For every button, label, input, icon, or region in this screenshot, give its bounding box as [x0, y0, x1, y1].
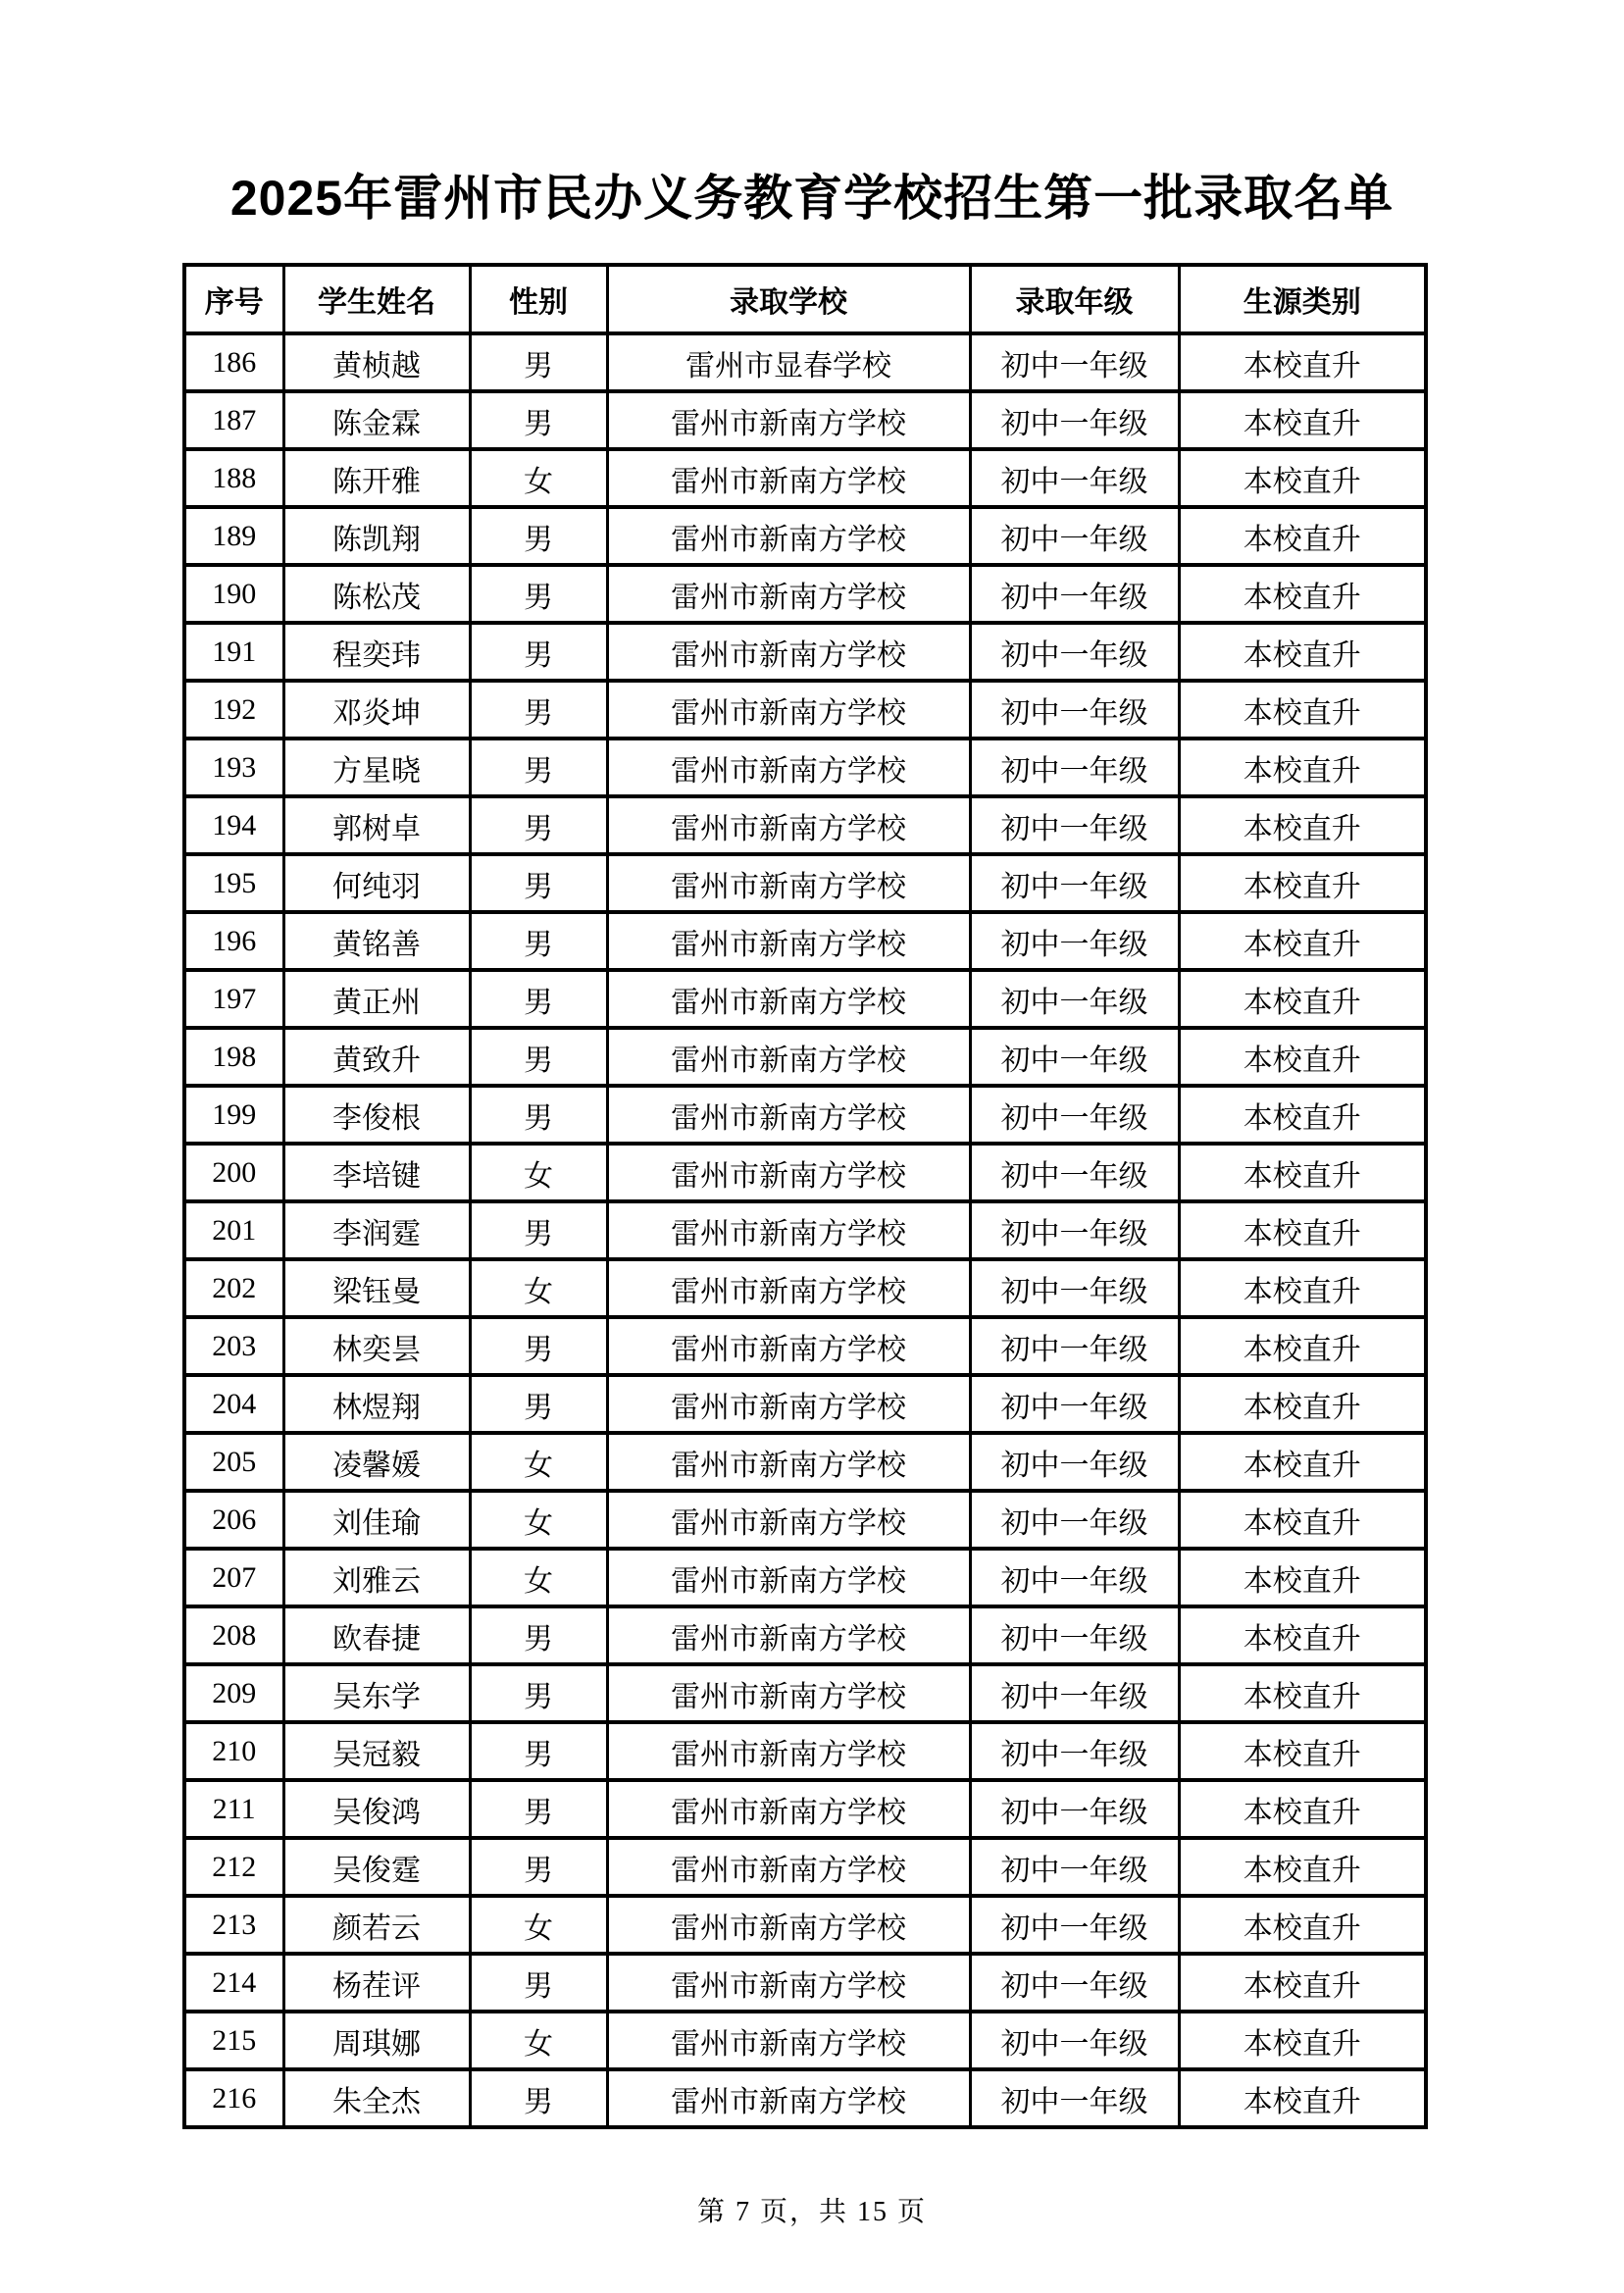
- table-row: [184, 1201, 1426, 1259]
- table-cell: 男: [470, 391, 607, 449]
- table-cell: 周琪娜: [283, 2012, 470, 2069]
- table-cell: 208: [184, 1606, 283, 1664]
- table-cell: 初中一年级: [970, 1086, 1179, 1144]
- table-cell: 梁钰曼: [283, 1259, 470, 1317]
- table-cell: 杨茬评: [283, 1954, 470, 2012]
- table-cell: 本校直升: [1179, 854, 1426, 912]
- table-cell: 郭树卓: [283, 796, 470, 854]
- table-cell: 初中一年级: [970, 970, 1179, 1028]
- table-cell: 雷州市新南方学校: [607, 1838, 970, 1896]
- table-cell: 何纯羽: [283, 854, 470, 912]
- table-cell: 初中一年级: [970, 1433, 1179, 1491]
- table-cell: 男: [470, 739, 607, 796]
- table-cell: 女: [470, 1491, 607, 1549]
- table-cell: 雷州市新南方学校: [607, 681, 970, 739]
- table-cell: 210: [184, 1722, 283, 1780]
- table-cell: 李培键: [283, 1144, 470, 1201]
- table-cell: 190: [184, 565, 283, 623]
- table-cell: 雷州市新南方学校: [607, 1606, 970, 1664]
- table-row: [184, 1954, 1426, 2012]
- table-cell: 男: [470, 1375, 607, 1433]
- table-cell: 209: [184, 1664, 283, 1722]
- table-cell: 本校直升: [1179, 681, 1426, 739]
- table-cell: 本校直升: [1179, 1028, 1426, 1086]
- table-cell: 吴冠毅: [283, 1722, 470, 1780]
- table-cell: 本校直升: [1179, 507, 1426, 565]
- table-cell: 雷州市显春学校: [607, 333, 970, 391]
- table-cell: 陈凯翔: [283, 507, 470, 565]
- table-row: [184, 1086, 1426, 1144]
- table-cell: 本校直升: [1179, 1722, 1426, 1780]
- table-cell: 男: [470, 796, 607, 854]
- table-cell: 雷州市新南方学校: [607, 623, 970, 681]
- table-cell: 初中一年级: [970, 796, 1179, 854]
- table-cell: 男: [470, 1780, 607, 1838]
- table-cell: 207: [184, 1549, 283, 1606]
- table-cell: 男: [470, 2069, 607, 2127]
- table-cell: 本校直升: [1179, 970, 1426, 1028]
- table-cell: 雷州市新南方学校: [607, 391, 970, 449]
- table-cell: 林煜翔: [283, 1375, 470, 1433]
- table-cell: 本校直升: [1179, 739, 1426, 796]
- table-row: [184, 1606, 1426, 1664]
- table-row: [184, 391, 1426, 449]
- table-cell: 初中一年级: [970, 333, 1179, 391]
- table-cell: 215: [184, 2012, 283, 2069]
- table-cell: 187: [184, 391, 283, 449]
- table-cell: 雷州市新南方学校: [607, 1433, 970, 1491]
- table-cell: 吴俊鸿: [283, 1780, 470, 1838]
- table-cell: 女: [470, 2012, 607, 2069]
- column-header-source-category: 生源类别: [1179, 265, 1426, 333]
- table-row: [184, 2069, 1426, 2127]
- table-cell: 197: [184, 970, 283, 1028]
- table-cell: 本校直升: [1179, 333, 1426, 391]
- table-cell: 陈松茂: [283, 565, 470, 623]
- table-cell: 初中一年级: [970, 1954, 1179, 2012]
- table-cell: 雷州市新南方学校: [607, 1259, 970, 1317]
- table-row: [184, 623, 1426, 681]
- table-cell: 初中一年级: [970, 854, 1179, 912]
- table-cell: 本校直升: [1179, 565, 1426, 623]
- table-cell: 欧春捷: [283, 1606, 470, 1664]
- column-header-gender: 性别: [470, 265, 607, 333]
- table-cell: 雷州市新南方学校: [607, 1549, 970, 1606]
- table-cell: 雷州市新南方学校: [607, 1144, 970, 1201]
- table-cell: 女: [470, 1433, 607, 1491]
- table-cell: 初中一年级: [970, 1028, 1179, 1086]
- table-cell: 本校直升: [1179, 1086, 1426, 1144]
- table-cell: 初中一年级: [970, 739, 1179, 796]
- table-cell: 初中一年级: [970, 1606, 1179, 1664]
- table-cell: 213: [184, 1896, 283, 1954]
- table-cell: 雷州市新南方学校: [607, 1317, 970, 1375]
- column-header-admitted-school: 录取学校: [607, 265, 970, 333]
- table-cell: 本校直升: [1179, 1317, 1426, 1375]
- table-cell: 男: [470, 1722, 607, 1780]
- table-cell: 雷州市新南方学校: [607, 449, 970, 507]
- table-row: [184, 507, 1426, 565]
- table-row: [184, 912, 1426, 970]
- table-cell: 194: [184, 796, 283, 854]
- table-cell: 黄铭善: [283, 912, 470, 970]
- table-cell: 初中一年级: [970, 1317, 1179, 1375]
- table-cell: 方星晓: [283, 739, 470, 796]
- table-cell: 本校直升: [1179, 2069, 1426, 2127]
- table-cell: 初中一年级: [970, 507, 1179, 565]
- table-cell: 雷州市新南方学校: [607, 970, 970, 1028]
- table-row: [184, 1664, 1426, 1722]
- table-cell: 初中一年级: [970, 1491, 1179, 1549]
- table-cell: 程奕玮: [283, 623, 470, 681]
- table-cell: 雷州市新南方学校: [607, 1375, 970, 1433]
- table-cell: 198: [184, 1028, 283, 1086]
- table-cell: 雷州市新南方学校: [607, 1722, 970, 1780]
- table-cell: 初中一年级: [970, 391, 1179, 449]
- table-row: [184, 1549, 1426, 1606]
- table-cell: 初中一年级: [970, 1780, 1179, 1838]
- table-cell: 雷州市新南方学校: [607, 1896, 970, 1954]
- table-cell: 本校直升: [1179, 1896, 1426, 1954]
- table-row: [184, 1317, 1426, 1375]
- table-cell: 本校直升: [1179, 1780, 1426, 1838]
- table-cell: 雷州市新南方学校: [607, 2012, 970, 2069]
- table-cell: 雷州市新南方学校: [607, 565, 970, 623]
- table-row: [184, 1722, 1426, 1780]
- page-number: 第 7 页，共 15 页: [696, 2197, 927, 2227]
- table-row: [184, 1144, 1426, 1201]
- table-cell: 雷州市新南方学校: [607, 1664, 970, 1722]
- table-cell: 雷州市新南方学校: [607, 1491, 970, 1549]
- table-cell: 男: [470, 1317, 607, 1375]
- table-cell: 女: [470, 1259, 607, 1317]
- table-cell: 女: [470, 1144, 607, 1201]
- table-cell: 204: [184, 1375, 283, 1433]
- table-cell: 192: [184, 681, 283, 739]
- table-cell: 本校直升: [1179, 1606, 1426, 1664]
- table-cell: 雷州市新南方学校: [607, 1780, 970, 1838]
- table-cell: 陈开雅: [283, 449, 470, 507]
- table-cell: 男: [470, 1086, 607, 1144]
- table-cell: 193: [184, 739, 283, 796]
- table-cell: 雷州市新南方学校: [607, 854, 970, 912]
- table-cell: 初中一年级: [970, 623, 1179, 681]
- column-header-index: 序号: [184, 265, 283, 333]
- table-cell: 女: [470, 449, 607, 507]
- column-header-admitted-grade: 录取年级: [970, 265, 1179, 333]
- table-cell: 203: [184, 1317, 283, 1375]
- table-row: [184, 449, 1426, 507]
- table-row: [184, 1491, 1426, 1549]
- table-cell: 初中一年级: [970, 2012, 1179, 2069]
- table-cell: 初中一年级: [970, 681, 1179, 739]
- table-cell: 男: [470, 565, 607, 623]
- table-cell: 本校直升: [1179, 1491, 1426, 1549]
- table-cell: 雷州市新南方学校: [607, 507, 970, 565]
- table-cell: 男: [470, 681, 607, 739]
- table-cell: 186: [184, 333, 283, 391]
- table-row: [184, 333, 1426, 391]
- table-cell: 黄致升: [283, 1028, 470, 1086]
- table-cell: 颜若云: [283, 1896, 470, 1954]
- table-cell: 女: [470, 1896, 607, 1954]
- table-cell: 吴俊霆: [283, 1838, 470, 1896]
- table-cell: 初中一年级: [970, 1201, 1179, 1259]
- table-cell: 吴东学: [283, 1664, 470, 1722]
- table-cell: 189: [184, 507, 283, 565]
- admission-table: [182, 263, 1428, 2129]
- table-cell: 初中一年级: [970, 1375, 1179, 1433]
- table-cell: 黄桢越: [283, 333, 470, 391]
- table-cell: 男: [470, 1028, 607, 1086]
- table-row: [184, 565, 1426, 623]
- table-cell: 本校直升: [1179, 1664, 1426, 1722]
- table-cell: 本校直升: [1179, 1201, 1426, 1259]
- table-row: [184, 2012, 1426, 2069]
- table-cell: 本校直升: [1179, 1433, 1426, 1491]
- table-cell: 199: [184, 1086, 283, 1144]
- table-cell: 初中一年级: [970, 1144, 1179, 1201]
- table-cell: 196: [184, 912, 283, 970]
- column-header-student-name: 学生姓名: [283, 265, 470, 333]
- table-cell: 初中一年级: [970, 1896, 1179, 1954]
- table-cell: 雷州市新南方学校: [607, 1954, 970, 2012]
- table-cell: 李俊根: [283, 1086, 470, 1144]
- table-cell: 本校直升: [1179, 1144, 1426, 1201]
- table-row: [184, 970, 1426, 1028]
- table-cell: 黄正州: [283, 970, 470, 1028]
- table-cell: 男: [470, 1201, 607, 1259]
- table-cell: 男: [470, 1606, 607, 1664]
- table-row: [184, 1838, 1426, 1896]
- table-cell: 林奕昙: [283, 1317, 470, 1375]
- table-cell: 本校直升: [1179, 1954, 1426, 2012]
- table-cell: 本校直升: [1179, 1375, 1426, 1433]
- table-cell: 李润霆: [283, 1201, 470, 1259]
- table-cell: 初中一年级: [970, 1722, 1179, 1780]
- table-cell: 188: [184, 449, 283, 507]
- table-cell: 凌馨媛: [283, 1433, 470, 1491]
- table-row: [184, 1433, 1426, 1491]
- table-cell: 初中一年级: [970, 912, 1179, 970]
- table-row: [184, 1259, 1426, 1317]
- table-cell: 216: [184, 2069, 283, 2127]
- table-cell: 212: [184, 1838, 283, 1896]
- table-cell: 男: [470, 1664, 607, 1722]
- table-cell: 男: [470, 970, 607, 1028]
- table-row: [184, 1028, 1426, 1086]
- table-cell: 刘佳瑜: [283, 1491, 470, 1549]
- table-cell: 男: [470, 912, 607, 970]
- table-cell: 初中一年级: [970, 565, 1179, 623]
- table-cell: 男: [470, 333, 607, 391]
- page-title: 2025年雷州市民办义务教育学校招生第一批录取名单: [229, 171, 1395, 226]
- table-cell: 雷州市新南方学校: [607, 2069, 970, 2127]
- table-row: [184, 1780, 1426, 1838]
- table-cell: 雷州市新南方学校: [607, 739, 970, 796]
- table-cell: 本校直升: [1179, 391, 1426, 449]
- table-cell: 本校直升: [1179, 623, 1426, 681]
- table-row: [184, 739, 1426, 796]
- table-cell: 201: [184, 1201, 283, 1259]
- table-cell: 本校直升: [1179, 449, 1426, 507]
- table-cell: 初中一年级: [970, 1664, 1179, 1722]
- table-row: [184, 854, 1426, 912]
- table-cell: 男: [470, 1954, 607, 2012]
- table-row: [184, 681, 1426, 739]
- table-cell: 191: [184, 623, 283, 681]
- table-cell: 本校直升: [1179, 1549, 1426, 1606]
- table-cell: 本校直升: [1179, 912, 1426, 970]
- table-header-row: [184, 265, 1426, 333]
- table-cell: 初中一年级: [970, 1549, 1179, 1606]
- table-cell: 刘雅云: [283, 1549, 470, 1606]
- table-cell: 初中一年级: [970, 1259, 1179, 1317]
- table-cell: 女: [470, 1549, 607, 1606]
- table-cell: 214: [184, 1954, 283, 2012]
- table-cell: 195: [184, 854, 283, 912]
- table-row: [184, 796, 1426, 854]
- table-cell: 雷州市新南方学校: [607, 1028, 970, 1086]
- table-cell: 本校直升: [1179, 796, 1426, 854]
- table-cell: 211: [184, 1780, 283, 1838]
- table-cell: 202: [184, 1259, 283, 1317]
- table-cell: 朱全杰: [283, 2069, 470, 2127]
- table-cell: 雷州市新南方学校: [607, 912, 970, 970]
- table-cell: 初中一年级: [970, 1838, 1179, 1896]
- table-row: [184, 1375, 1426, 1433]
- table-body: [184, 333, 1426, 2127]
- table-cell: 206: [184, 1491, 283, 1549]
- table-cell: 男: [470, 1838, 607, 1896]
- table-cell: 雷州市新南方学校: [607, 1086, 970, 1144]
- table-cell: 男: [470, 623, 607, 681]
- table-cell: 男: [470, 854, 607, 912]
- table-cell: 本校直升: [1179, 1838, 1426, 1896]
- table-cell: 初中一年级: [970, 449, 1179, 507]
- table-cell: 邓炎坤: [283, 681, 470, 739]
- table-cell: 初中一年级: [970, 2069, 1179, 2127]
- table-cell: 205: [184, 1433, 283, 1491]
- table-cell: 陈金霖: [283, 391, 470, 449]
- table-cell: 本校直升: [1179, 2012, 1426, 2069]
- table-cell: 雷州市新南方学校: [607, 796, 970, 854]
- table-row: [184, 1896, 1426, 1954]
- table-cell: 男: [470, 507, 607, 565]
- table-cell: 200: [184, 1144, 283, 1201]
- table-cell: 雷州市新南方学校: [607, 1201, 970, 1259]
- table-cell: 本校直升: [1179, 1259, 1426, 1317]
